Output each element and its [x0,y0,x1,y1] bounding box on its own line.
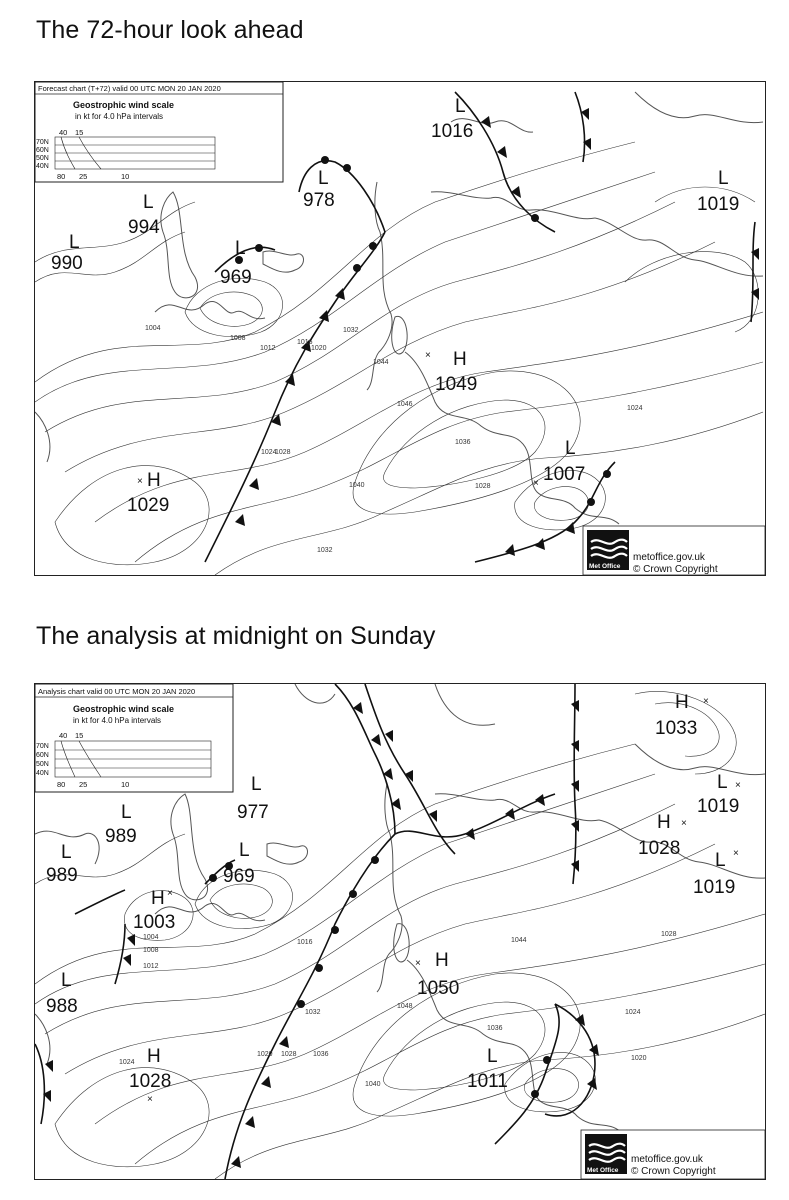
isobar-label: 1028 [275,449,291,456]
pressure-value: 978 [303,190,335,211]
svg-text:×: × [425,350,431,361]
pressure-value: 994 [128,217,160,238]
low-symbol: L [718,168,729,189]
low-symbol: L [239,840,250,861]
isobar-label: 1024 [627,405,643,412]
pressure-value: 1019 [697,194,740,215]
pressure-value: 1028 [129,1071,172,1092]
low-symbol: L [251,774,262,795]
wind-scale-lat: 50N [36,761,49,768]
wind-scale-bottom-tick: 80 [57,780,66,789]
low-symbol: L [565,438,576,459]
low-symbol: L [487,1046,498,1067]
svg-text:×: × [703,696,709,707]
isobar-label: 1024 [625,1009,641,1016]
pressure-value: 1007 [543,464,586,485]
pressure-value: 1016 [431,121,474,142]
wind-scale-title: Geostrophic wind scale [73,704,175,714]
metoffice-site: metoffice.gov.uk [631,1154,703,1165]
isobar-label: 1032 [317,547,333,554]
isobar-label: 1020 [311,345,327,352]
low-symbol: L [455,96,466,117]
analysis-chart [34,683,766,1180]
svg-text:×: × [147,1094,153,1105]
svg-text:×: × [415,958,421,969]
front-layer [205,92,755,562]
metoffice-copyright: © Crown Copyright [633,564,718,575]
isobar-label: 1004 [143,934,159,941]
metoffice-brand: Met Office [589,563,621,570]
chart-title: Forecast chart (T+72) valid 00 UTC MON 20 JAN 2020 [38,84,221,93]
high-symbol: H [147,470,161,491]
isobar-label: 1036 [313,1051,329,1058]
high-symbol: H [657,812,671,833]
low-symbol: L [61,970,72,991]
chart-title: Analysis chart valid 00 UTC MON 20 JAN 2020 [38,687,196,696]
wind-scale-title: Geostrophic wind scale [73,100,175,110]
pressure-value: 1019 [693,877,736,898]
isobar-label: 1028 [475,483,491,490]
wind-scale-lat: 40N [36,163,49,170]
forecast-heading: The 72-hour look ahead [36,16,304,44]
wind-scale-bottom-tick: 10 [121,172,130,181]
high-symbol: H [151,888,165,909]
svg-text:×: × [137,476,143,487]
wind-scale-lat: 60N [36,147,49,154]
pressure-value: 969 [220,267,252,288]
metoffice-site: metoffice.gov.uk [633,552,705,563]
isobar-label: 1004 [145,325,161,332]
pressure-value: 990 [51,253,83,274]
isobar-label: 1044 [511,937,527,944]
isobar-label: 1028 [281,1051,297,1058]
front-symbols [235,108,759,556]
wind-scale-bottom-tick: 25 [79,780,88,789]
isobar-label: 1036 [487,1025,503,1032]
pressure-value: 977 [237,802,269,823]
wind-scale-lat: 50N [36,155,49,162]
low-symbol: L [715,850,726,871]
isobar-label: 1028 [661,931,677,938]
pressure-value: 1033 [655,718,698,739]
high-symbol: H [675,692,689,713]
wind-scale-lat: 60N [36,752,49,759]
pressure-value: 1049 [435,374,478,395]
pressure-value: 1029 [127,495,170,516]
isobar-label: 1012 [143,963,159,970]
isobar-label: 1040 [365,1081,381,1088]
wind-scale-lat: 70N [36,139,49,146]
isobar-label: 1024 [119,1059,135,1066]
forecast-chart [34,81,766,576]
low-symbol: L [318,168,329,189]
low-symbol: L [61,842,72,863]
high-symbol: H [435,950,449,971]
isobar-label: 1020 [257,1051,273,1058]
wind-scale-bottom-tick: 10 [121,780,130,789]
wind-scale-panel [35,684,233,792]
isobar-label: 1012 [260,345,276,352]
isobar-label: 1024 [261,449,277,456]
pressure-value: 1011 [467,1071,508,1092]
wind-scale-bottom-tick: 80 [57,172,66,181]
isobar-label: 1048 [397,1003,413,1010]
isobar-label: 1008 [143,947,159,954]
svg-text:×: × [735,780,741,791]
low-symbol: L [121,802,132,823]
isobar-label: 1044 [373,359,389,366]
svg-text:×: × [681,818,687,829]
low-symbol: L [69,232,80,253]
isobar-label: 1008 [230,335,246,342]
wind-scale-top-tick: 40 [59,128,68,137]
pressure-value: 1019 [697,796,740,817]
isobar-label: 1040 [349,482,365,489]
isobar-label: 1032 [343,327,359,334]
isobar-label: 1032 [305,1009,321,1016]
metoffice-logo [583,526,765,575]
wind-scale-top-tick: 15 [75,128,84,137]
svg-text:×: × [533,478,539,489]
isobar-labels [119,931,677,1088]
metoffice-copyright: © Crown Copyright [631,1166,716,1177]
pressure-value: 989 [105,826,137,847]
wind-scale-top-tick: 15 [75,731,84,740]
metoffice-logo [581,1130,765,1179]
pressure-value: 989 [46,865,78,886]
isobar-label: 1036 [455,439,471,446]
isobar-label: 1016 [297,939,313,946]
isobar-label: 1016 [297,339,313,346]
pressure-value: 1028 [638,838,681,859]
wind-scale-subtitle: in kt for 4.0 hPa intervals [73,716,162,725]
svg-text:×: × [167,888,173,899]
high-symbol: H [453,349,467,370]
wind-scale-lat: 40N [36,770,49,777]
pressure-value: 988 [46,996,78,1017]
isobar-label: 1020 [631,1055,647,1062]
pressure-value: 1003 [133,912,176,933]
wind-scale-bottom-tick: 25 [79,172,88,181]
low-symbol: L [143,192,154,213]
wind-scale-lat: 70N [36,743,49,750]
isobar-label: 1046 [397,401,413,408]
svg-text:×: × [733,848,739,859]
high-symbol: H [147,1046,161,1067]
pressure-value: 1050 [417,978,460,999]
pressure-value: 969 [223,866,255,887]
wind-scale-panel [35,82,283,182]
low-symbol: L [717,772,728,793]
wind-scale-top-tick: 40 [59,731,68,740]
low-symbol: L [235,238,246,259]
wind-scale-subtitle: in kt for 4.0 hPa intervals [75,112,164,121]
metoffice-brand: Met Office [587,1167,619,1174]
analysis-heading: The analysis at midnight on Sunday [36,622,436,650]
